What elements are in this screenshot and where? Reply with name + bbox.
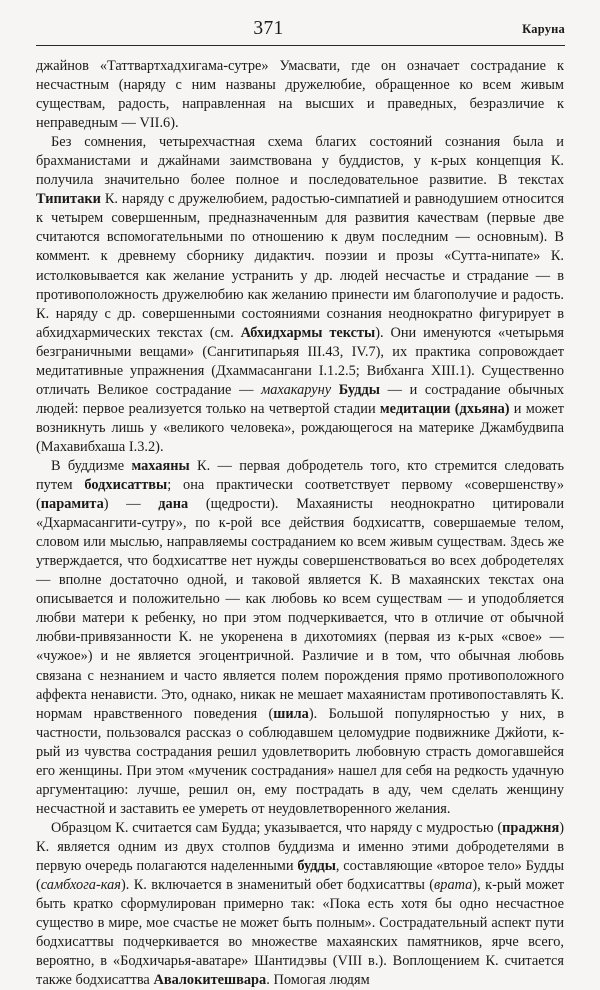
emphasis-bold: парамита <box>40 496 104 513</box>
text-run <box>331 382 339 398</box>
text-run: . Помогая людям <box>266 972 370 989</box>
text-run: (щедрости). Махаянисты неоднократно цитировали «Дхармасангити-сутру», по к-рой все действия бодхисаттв, совершаемые телом, словом или мыслью, направляемы состраданием ко всем живым существам. Здесь же утверждается, что бодхисаттве нет нужды совершенствоваться во всех добродетелях — вполне достаточно одной, и таковой является К. В махаянских текстах она описывается и положительно — как любовь ко всем существам — и уподобляется любви матери к ребенку, но при этом подчеркивается, что в отличие от обычной любви-привязанности К. не укоренена в дихотомиях (первая из к-рых «свое» — «чужое») и не является эгоцентричной. Различие и в том, что обычная любовь связана с незнанием и часто является полем порождения прямо противоположного аффекта ненависти. Это, однако, никак не мешает махаянистам противопоставлять К. нормам нравственного поведения ( <box>36 496 564 722</box>
text-run: ) — <box>103 496 159 513</box>
emphasis-bold: Будды <box>338 381 380 398</box>
emphasis-bold: будды <box>297 857 336 874</box>
text-run: ). Они именуются «четырьмя безграничными вещами» (Сангитипарьяя III.43, IV.7), их практика сопровождает медитативные упражнения (Дхаммасангани I.1.2.5; Вибханга XIII.1). Существенно отличать Великое сострадание — <box>36 324 564 398</box>
emphasis-bold: бодхисаттвы <box>84 477 168 494</box>
paragraph <box>36 819 564 990</box>
text-run: ; она практически соответствует первому «совершенству» ( <box>36 477 564 513</box>
emphasis-bold: праджня <box>502 819 560 836</box>
emphasis-bold: Авалокитешвара <box>153 972 267 989</box>
running-head <box>36 18 565 42</box>
emphasis-bold: Типитаки <box>36 191 101 208</box>
text-run: ), к-рый может быть кратко сформулирован примерно так: «Пока есть хотя бы одно несчастное существо в мире, мое счастье не может быть полным». Сострадательный аспект пути бодхисаттвы подчеркивается во множестве махаянских памятников, ярче всего, вероятно, в «Бодхичарья-аватаре» Шантидэвы (VIII в.). Воплощением К. считается также бодхисаттва <box>36 877 564 989</box>
emphasis-italic: махакаруну <box>261 381 332 398</box>
text-run: В буддизме <box>51 457 132 474</box>
running-head-title: Каруна <box>522 22 565 36</box>
text-run: джайнов «Таттвартхадхигама-сутре» Умасвати, где он означает сострадание к несчастным (наряду с ним названы дружелюбие, обращенное ко всем живым существам, радость, направленная на высших и праведных, безразличие к неправедным — VII.6). <box>36 58 564 132</box>
text-run: и может возникнуть лишь у «великого человека», рождающегося на материке Джамбудвипа (Махавибхаша I.3.2). <box>36 400 564 455</box>
body-text <box>36 57 564 990</box>
page-number: 371 <box>253 18 284 39</box>
text-run: К. наряду с дружелюбием, радостью-симпатией и равнодушием относится к четырем совершенным, предназначенным для развития качествам (первые две считаются вспомогательными по отношению к двум последним — основным). В коммент. к древнему сборнику дидактич. поэзии и прозы «Сутта-нипате» К. истолковывается как желание устранить у др. людей несчастье и страдание — в противоположность дружелюбию как желанию принести им благополучие и радость. К. наряду с др. совершенными состояниями сознания неоднократно фигурирует в абхидхармических текстах (см. <box>36 191 564 341</box>
emphasis-italic: самбхога-кая <box>40 877 121 894</box>
text-run: , составляющие «второе тело» Будды ( <box>36 857 564 894</box>
emphasis-bold: дана <box>158 496 189 513</box>
text-run: ). К. включается в знаменитый обет бодхисаттвы ( <box>120 877 435 894</box>
emphasis-bold: махаяны <box>131 457 190 474</box>
paragraph <box>36 57 564 133</box>
emphasis-bold: медитации (дхьяна) <box>379 400 510 417</box>
text-run: — и сострадание обычных людей: первое реализуется только на четвертой стадии <box>36 381 565 417</box>
paragraph <box>36 133 564 457</box>
emphasis-italic: врата <box>434 877 473 894</box>
text-run: ) К. является одним из двух столпов буддизма и именно этими добродетелями в первую очередь полагаются наделенными <box>36 819 564 874</box>
text-run: ). Большой популярностью у них, в частности, пользовался рассказ о соблюдавшем целомудрие подвижнике Джйоти, к-рый из чувства сострадания решил удовлетворить любовную страсть домогавшейся его женщины. При этом «мученик сострадания» нашел для себя на редкость удачную аргументацию: лучше, решил он, ему пострадать в аду, чем сделать женщину несчастной и заставить ее умереть от неудовлетворенного желания. <box>36 705 565 817</box>
header-rule <box>36 45 565 46</box>
paragraph <box>36 457 564 819</box>
text-run: Образцом К. считается сам Будда; указывается, что наряду с мудростью ( <box>51 819 503 836</box>
emphasis-bold: Абхидхармы тексты <box>240 324 376 341</box>
text-run: Без сомнения, четырехчастная схема благих состояний сознания была и брахманистами и джайнами заимствована у буддистов, у к-рых концепция К. получила значительно более полное и последовательное развитие. В текстах <box>36 134 564 189</box>
emphasis-bold: шила <box>273 705 309 722</box>
text-run: К. — первая добродетель того, кто стремится следовать путем <box>36 457 565 494</box>
